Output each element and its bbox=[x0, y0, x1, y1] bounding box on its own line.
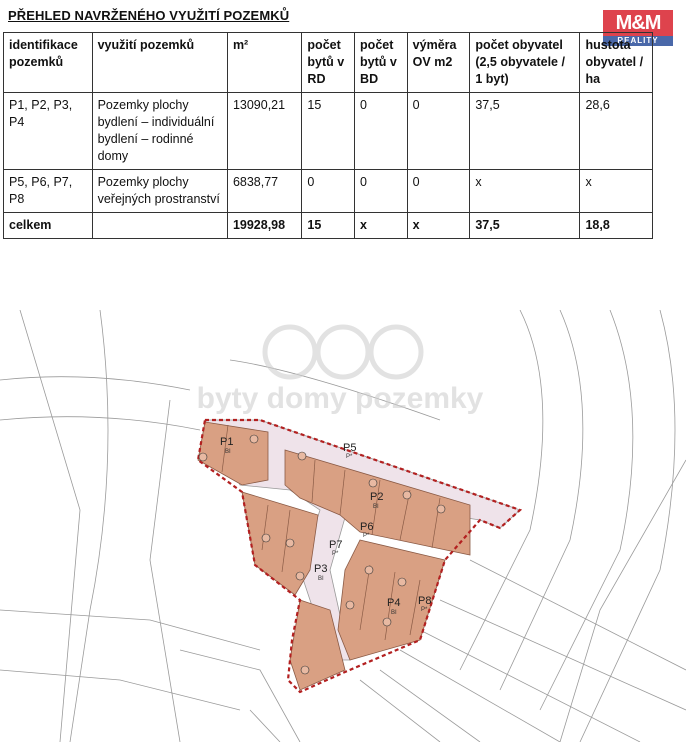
cell-units-bd: 0 bbox=[355, 170, 408, 213]
cell-residents: 37,5 bbox=[470, 93, 580, 170]
watermark-text: byty domy pozemky bbox=[196, 382, 484, 415]
cell-area: 6838,77 bbox=[227, 170, 301, 213]
cell-residents: x bbox=[470, 170, 580, 213]
header-units-rd: počet bytů v RD bbox=[302, 33, 355, 93]
plot-label-p5: P5 bbox=[343, 442, 357, 454]
table-header-row bbox=[4, 33, 653, 93]
total-area: 19928,98 bbox=[227, 213, 301, 239]
plot-sub-p7: P* bbox=[332, 551, 339, 557]
plot-label-p3: P3 bbox=[314, 563, 328, 575]
plot-sub-p6: P* bbox=[363, 533, 370, 539]
table-row bbox=[4, 93, 653, 170]
cell-units-rd: 0 bbox=[302, 170, 355, 213]
cell-ov-area: 0 bbox=[407, 170, 470, 213]
cell-units-rd: 15 bbox=[302, 93, 355, 170]
plot-sub-p4: BI bbox=[391, 610, 397, 616]
cell-density: 28,6 bbox=[580, 93, 653, 170]
page-heading: PŘEHLED NAVRŽENÉHO VYUŽITÍ POZEMKŮ bbox=[8, 8, 290, 23]
header-ov-area: výměra OV m2 bbox=[407, 33, 470, 93]
plot-label-p2: P2 bbox=[370, 491, 384, 503]
cell-plot-id: P5, P6, P7, P8 bbox=[4, 170, 93, 213]
total-land-use bbox=[92, 213, 227, 239]
cell-density: x bbox=[580, 170, 653, 213]
cell-units-bd: 0 bbox=[355, 93, 408, 170]
plot-label-p8: P8 bbox=[418, 595, 432, 607]
land-use-table bbox=[3, 32, 653, 239]
table-row bbox=[4, 170, 653, 213]
site-plan-map bbox=[0, 310, 686, 742]
plot-p1-area bbox=[198, 422, 268, 485]
plot-label-p4: P4 bbox=[387, 597, 401, 609]
total-density: 18,8 bbox=[580, 213, 653, 239]
plot-sub-p1: BI bbox=[225, 449, 231, 455]
total-ov-area: x bbox=[407, 213, 470, 239]
cell-plot-id: P1, P2, P3, P4 bbox=[4, 93, 93, 170]
logo-sub-text: REALITY bbox=[603, 36, 673, 46]
table-total-row bbox=[4, 213, 653, 239]
plot-sub-p2: BI bbox=[373, 504, 379, 510]
total-units-rd: 15 bbox=[302, 213, 355, 239]
logo-brand-text: M&M bbox=[603, 10, 673, 36]
header-plot-id: identifikace pozemků bbox=[4, 33, 93, 93]
plot-sub-p5: P* bbox=[346, 454, 353, 460]
plot-label-p1: P1 bbox=[220, 436, 234, 448]
total-residents: 37,5 bbox=[470, 213, 580, 239]
header-residents: počet obyvatel (2,5 obyvatele / 1 byt) bbox=[470, 33, 580, 93]
plot-label-p7: P7 bbox=[329, 539, 343, 551]
header-units-bd: počet bytů v BD bbox=[355, 33, 408, 93]
plot-sub-p8: P* bbox=[421, 607, 428, 613]
plot-sub-p3: BI bbox=[318, 576, 324, 582]
cell-land-use: Pozemky plochy veřejných prostranství bbox=[92, 170, 227, 213]
cell-area: 13090,21 bbox=[227, 93, 301, 170]
header-land-use: využití pozemků bbox=[92, 33, 227, 93]
watermark bbox=[197, 327, 484, 415]
cell-land-use: Pozemky plochy bydlení – individuální bydlení – rodinné domy bbox=[92, 93, 227, 170]
plot-label-p6: P6 bbox=[360, 521, 374, 533]
total-units-bd: x bbox=[355, 213, 408, 239]
header-density: hustota obyvatel / ha bbox=[580, 33, 653, 93]
cell-ov-area: 0 bbox=[407, 93, 470, 170]
header-area: m² bbox=[227, 33, 301, 93]
total-label: celkem bbox=[4, 213, 93, 239]
